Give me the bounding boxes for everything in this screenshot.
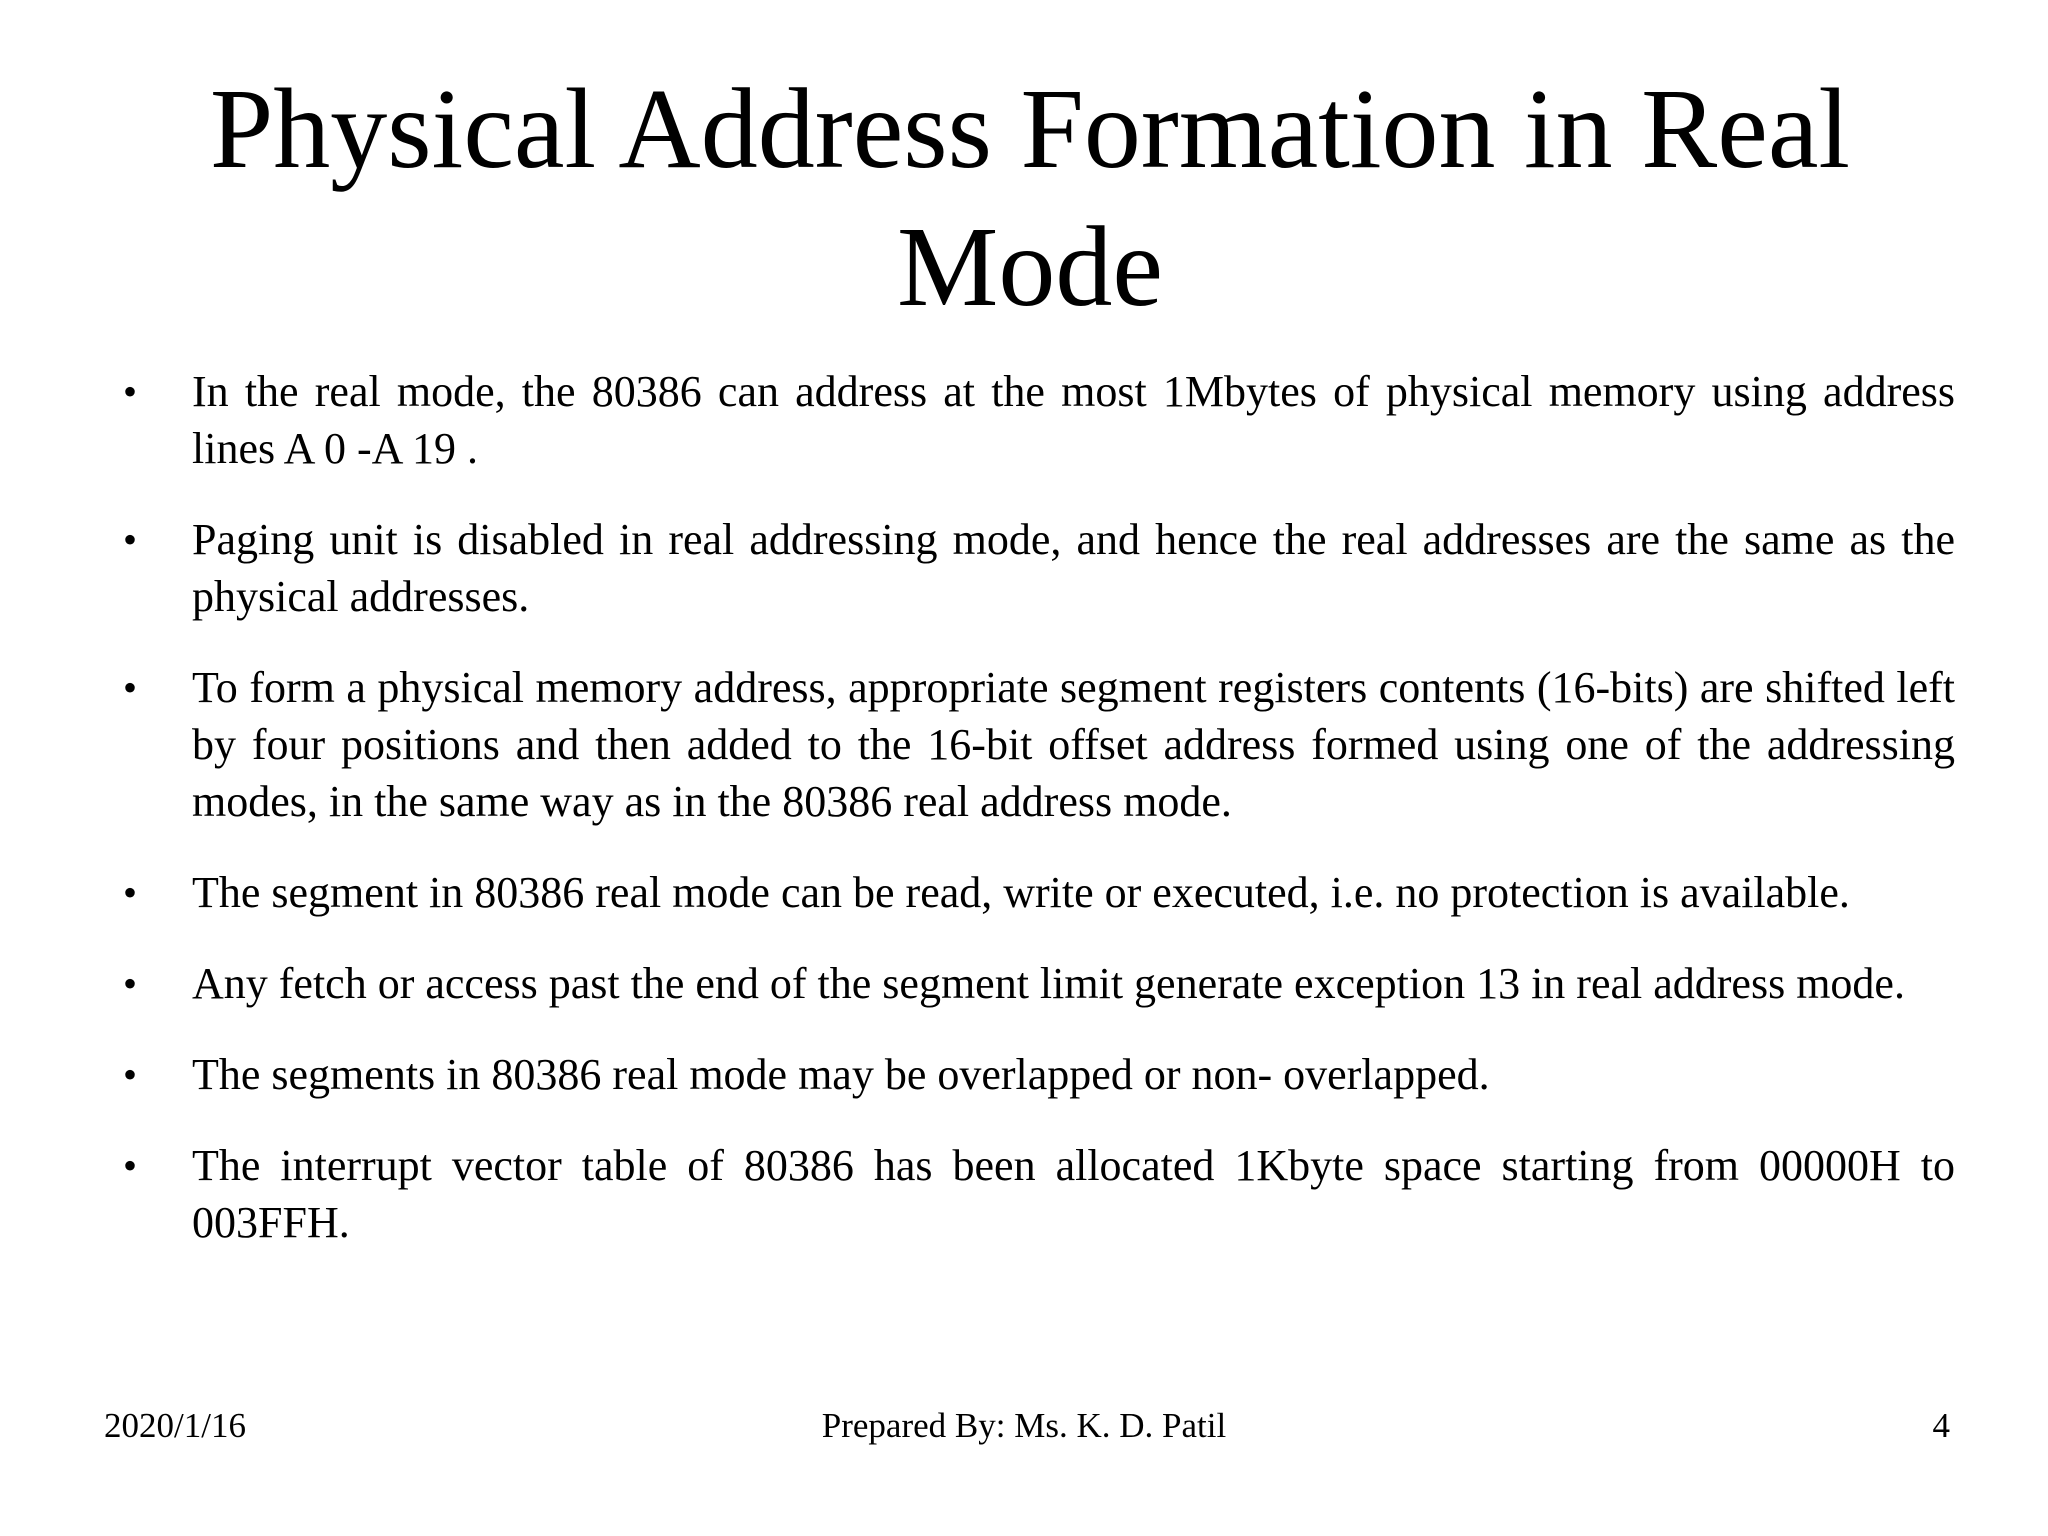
bullet-icon: • bbox=[123, 369, 138, 414]
bullet-text: Any fetch or access past the end of the segment limit generate exception 13 in real address mode. bbox=[192, 959, 1905, 1008]
bullet-list bbox=[100, 363, 1955, 1285]
bullet-icon: • bbox=[123, 517, 138, 562]
page-number: 4 bbox=[1932, 1406, 1950, 1445]
bullet-text: The segment in 80386 real mode can be read, write or executed, i.e. no protection is available. bbox=[192, 868, 1850, 917]
bullet-icon: • bbox=[123, 1143, 138, 1188]
bullet-text: In the real mode, the 80386 can address at the most 1Mbytes of physical memory using address lines A 0 -A 19 . bbox=[192, 367, 1955, 473]
bullet-icon: • bbox=[123, 870, 138, 915]
bullet-item bbox=[100, 955, 1955, 1012]
bullet-text: Paging unit is disabled in real addressing mode, and hence the real addresses are the same as the physical addresses. bbox=[192, 515, 1955, 621]
bullet-icon: • bbox=[123, 961, 138, 1006]
bullet-text: The interrupt vector table of 80386 has been allocated 1Kbyte space starting from 00000H to 003FFH. bbox=[192, 1141, 1955, 1247]
footer-author: Prepared By: Ms. K. D. Patil bbox=[821, 1406, 1227, 1445]
bullet-item bbox=[100, 659, 1955, 830]
bullet-text: To form a physical memory address, appropriate segment registers contents (16-bits) are shifted left by four positions and then added to the 16-bit offset address formed using one of the addressing modes, in the same way as in the 80386 real address mode. bbox=[192, 663, 1955, 826]
slide-title: Physical Address Formation in Real Mode bbox=[209, 65, 1851, 330]
bullet-icon: • bbox=[123, 1052, 138, 1097]
bullet-text: The segments in 80386 real mode may be overlapped or non- overlapped. bbox=[192, 1050, 1490, 1099]
bullet-item bbox=[100, 1137, 1955, 1251]
bullet-item bbox=[100, 363, 1955, 477]
bullet-icon: • bbox=[123, 665, 138, 710]
bullet-item bbox=[100, 511, 1955, 625]
footer-date: 2020/1/16 bbox=[104, 1406, 246, 1445]
bullet-item bbox=[100, 864, 1955, 921]
bullet-item bbox=[100, 1046, 1955, 1103]
